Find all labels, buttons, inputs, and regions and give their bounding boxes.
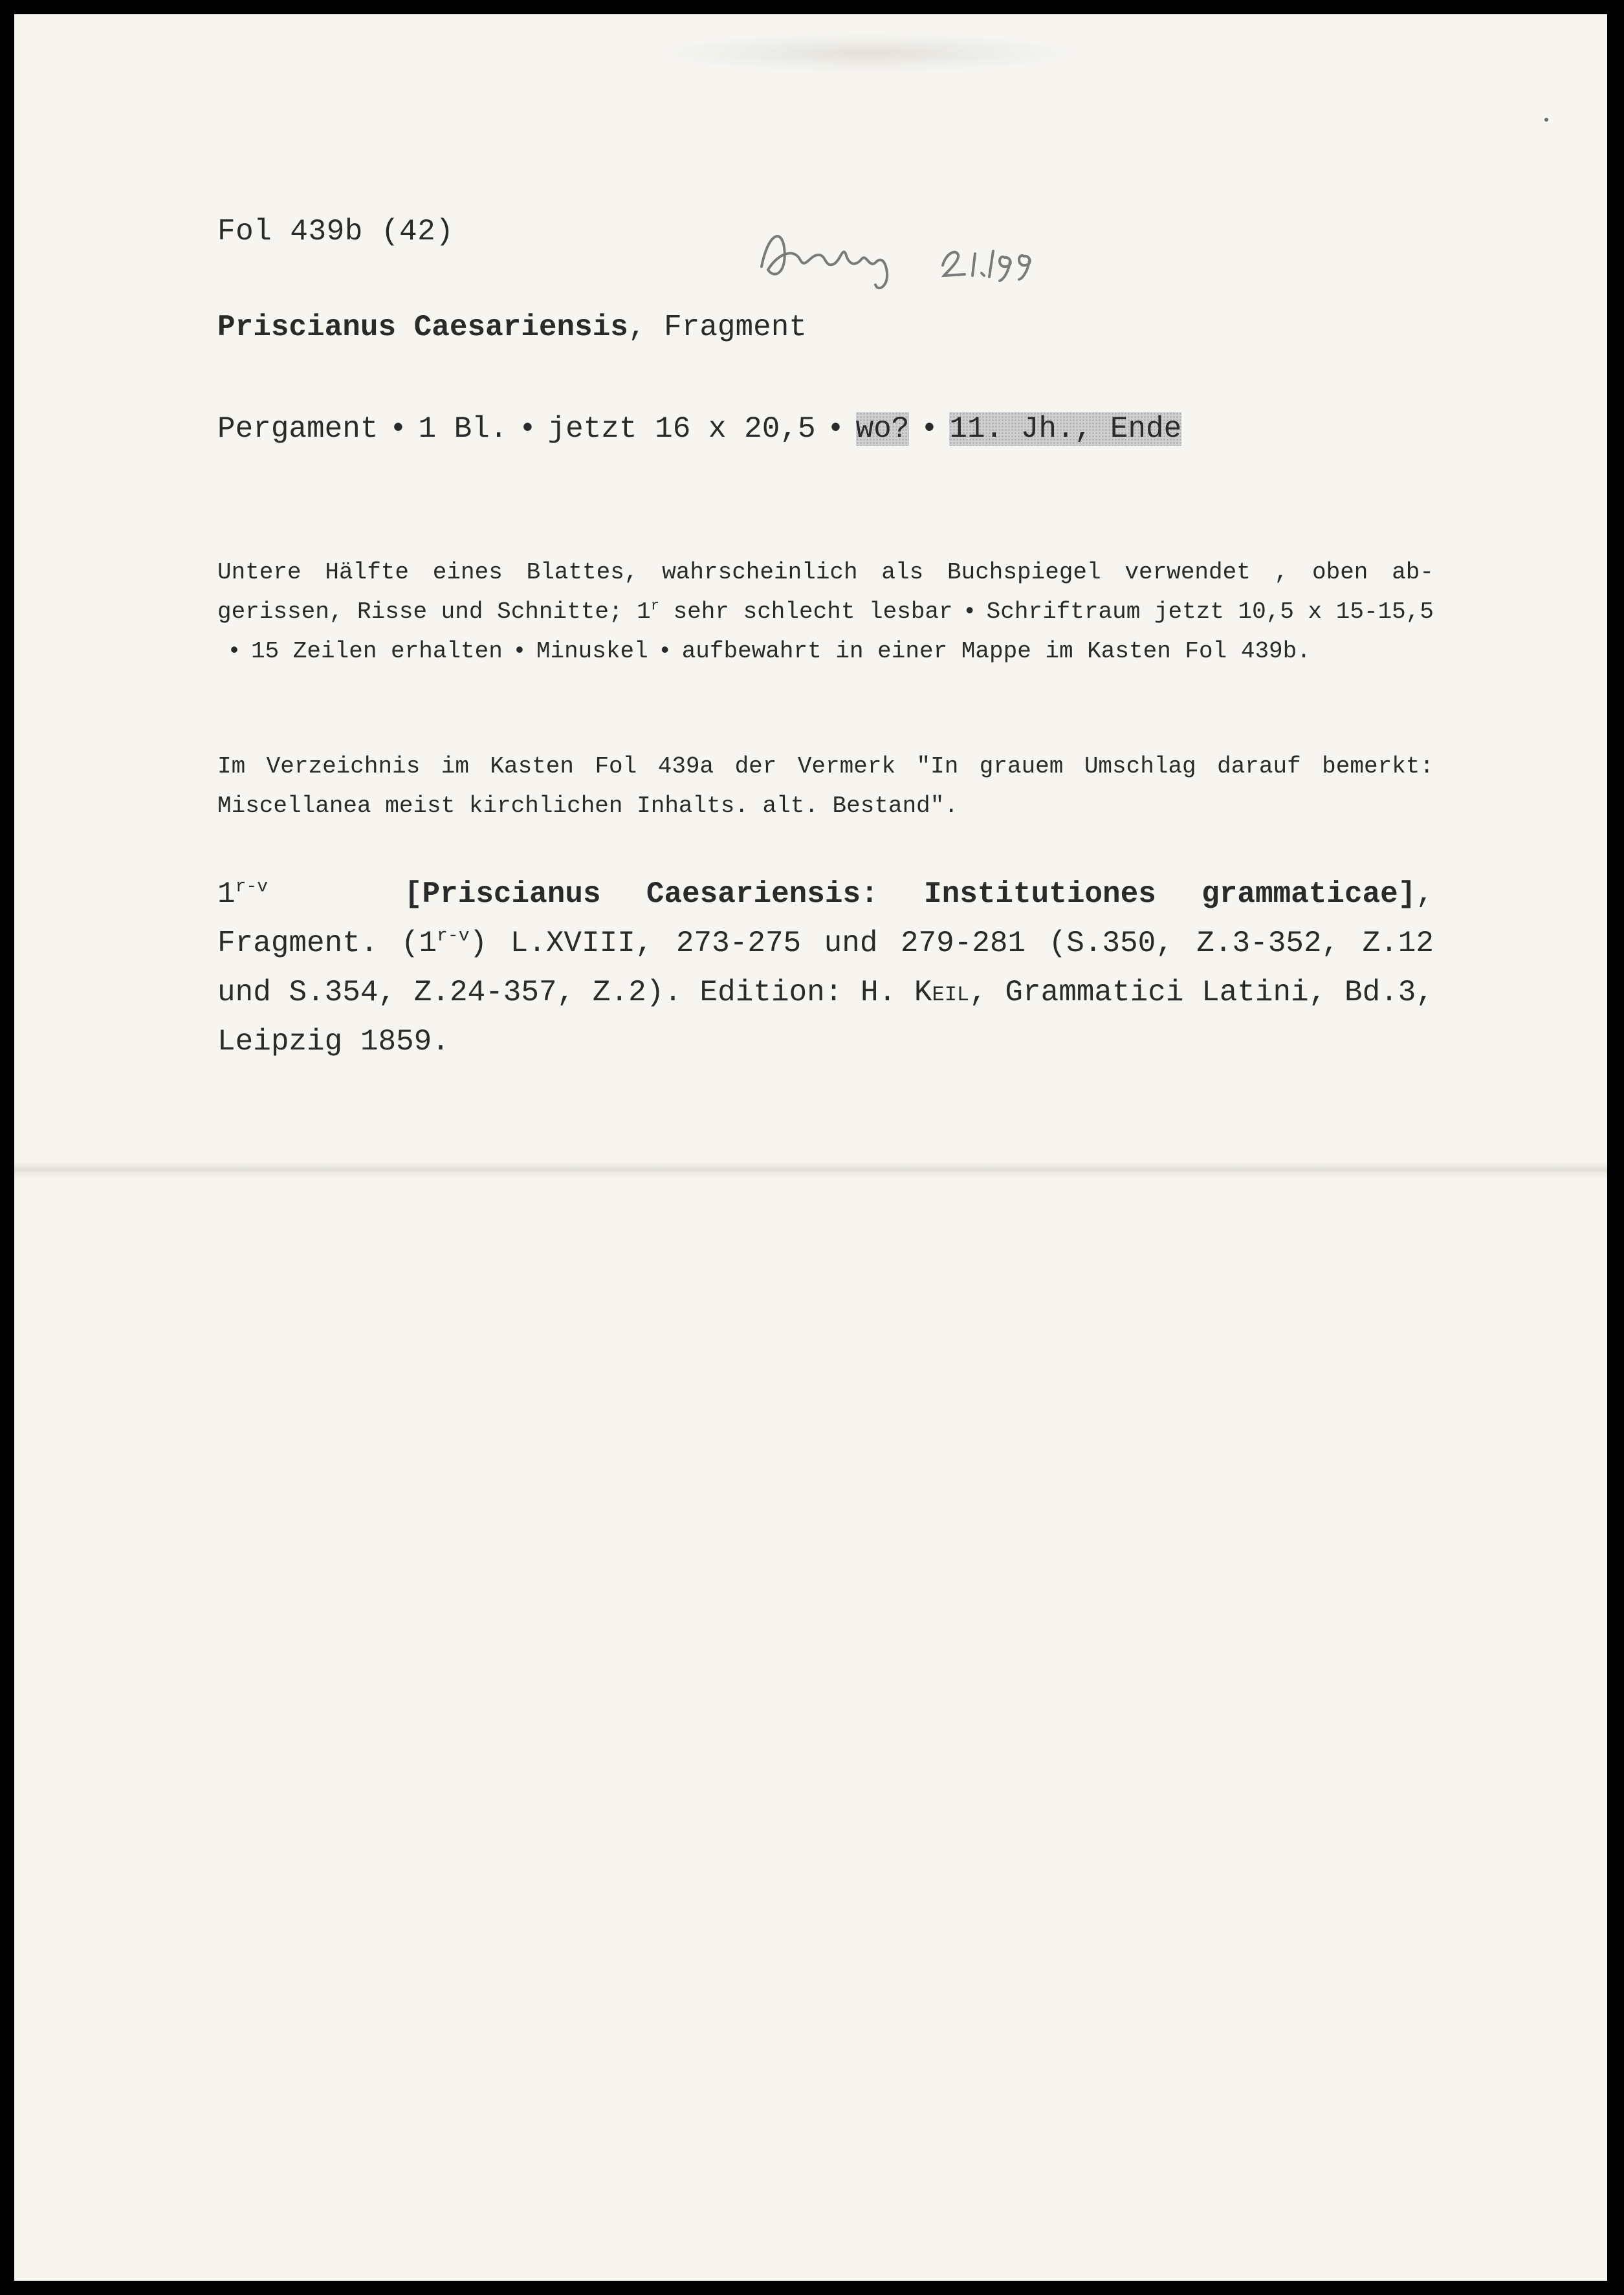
entry-text: , Fragment. (1 xyxy=(217,877,1434,960)
description-text: Minuskel xyxy=(536,638,648,664)
handwritten-signature xyxy=(749,208,1085,299)
bullet: • xyxy=(518,412,537,446)
description-text: Schriftraum jetzt 10,5 x 15-15,5 xyxy=(986,598,1434,625)
document-page xyxy=(14,14,1607,2281)
author-name: Priscianus Caesariensis xyxy=(217,311,628,344)
folio-number: 1 xyxy=(217,877,236,911)
bullet: • xyxy=(389,412,408,446)
leaf-count: 1 Bl. xyxy=(418,412,508,446)
bullet: • xyxy=(920,412,939,446)
description-text: 15 Zeilen erhalten xyxy=(251,638,503,664)
entry-text: , Grammatici Latini, Bd.3, Leipzig 1859. xyxy=(217,976,1434,1059)
physical-description xyxy=(217,404,1447,454)
paper-fold xyxy=(14,1162,1607,1180)
description-text: aufbewahrt in einer Mappe im Kasten Fol 439b. xyxy=(681,638,1311,664)
show-through-marks xyxy=(661,34,1075,72)
work-title: [Priscianus Caesariensis: Institutiones grammaticae] xyxy=(404,877,1416,911)
dating: 11. Jh., Ende xyxy=(949,412,1182,446)
bullet: • xyxy=(826,412,845,446)
bullet: • xyxy=(657,638,672,664)
bullet: • xyxy=(512,638,527,664)
paper-speck xyxy=(1544,118,1548,122)
description-text: Untere Hälfte eines Blattes, wahrscheinlich als Buchspiegel verwendet , oben ab-gerissen, Risse und Schnitte; 1 xyxy=(217,559,1434,625)
entry-text: ) L.XVIII, 273-275 und 279-281 (S.350, Z.3-352, Z.12 und S.354, Z.24-357, Z.2). Edition: H. xyxy=(217,927,1434,1009)
bullet: • xyxy=(962,598,977,625)
description-text: sehr schlecht lesbar xyxy=(659,598,953,625)
folio-superscript: r-v xyxy=(235,877,269,897)
title-rest: , Fragment xyxy=(628,311,807,344)
bullet: • xyxy=(227,638,241,664)
shelfmark: Fol 439b (42) xyxy=(217,215,454,248)
description-paragraph xyxy=(217,553,1434,671)
dimensions: jetzt 16 x 20,5 xyxy=(547,412,816,446)
material: Pergament xyxy=(217,412,379,446)
editor-name: Keil xyxy=(914,976,970,1009)
content-entry xyxy=(217,870,1434,1066)
origin: wo? xyxy=(855,412,910,446)
folio-superscript: r-v xyxy=(437,926,470,947)
manuscript-title xyxy=(217,311,807,344)
recto-superscript: r xyxy=(650,598,659,614)
catalog-note: Im Verzeichnis im Kasten Fol 439a der Vermerk "In grauem Umschlag darauf bemerkt: Miscellanea meist kirchlichen Inhalts. alt. Bestand". xyxy=(217,753,1434,819)
